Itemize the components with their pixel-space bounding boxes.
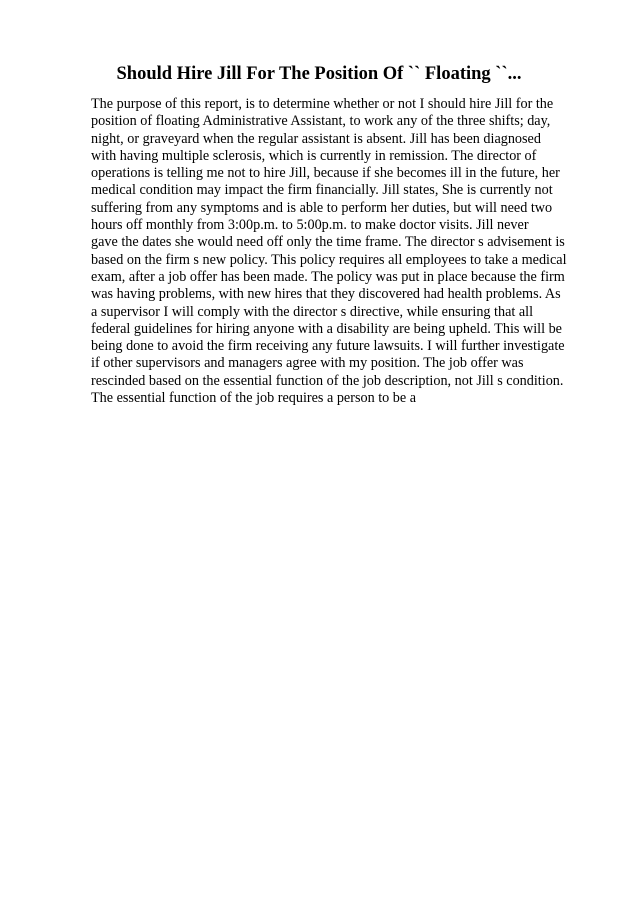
body-line: being done to avoid the firm receiving any future lawsuits. I will further investigate [91, 338, 565, 355]
body-line: medical condition may impact the firm financially. Jill states, She is currently not [91, 182, 553, 199]
body-line: if other supervisors and managers agree with my position. The job offer was [91, 355, 524, 372]
body-line: federal guidelines for hiring anyone with a disability are being upheld. This will be [91, 320, 562, 337]
body-line: rescinded based on the essential function of the job description, not Jill s condition. [91, 372, 564, 389]
document-body [91, 96, 591, 407]
body-line: was having problems, with new hires that they discovered had health problems. As [91, 286, 561, 303]
body-line: position of floating Administrative Assistant, to work any of the three shifts; day, [91, 113, 551, 130]
body-line: gave the dates she would need off only the time frame. The director s advisement is [91, 234, 565, 251]
body-line: with having multiple sclerosis, which is currently in remission. The director of [91, 147, 537, 164]
body-line: based on the firm s new policy. This policy requires all employees to take a medical [91, 251, 567, 268]
body-line: hours off monthly from 3:00p.m. to 5:00p.m. to make doctor visits. Jill never [91, 217, 529, 234]
body-line: night, or graveyard when the regular assistant is absent. Jill has been diagnosed [91, 130, 541, 147]
body-line: The purpose of this report, is to determine whether or not I should hire Jill for the [91, 96, 554, 112]
body-line: operations is telling me not to hire Jill, because if she becomes ill in the future, her [91, 165, 560, 182]
body-line: exam, after a job offer has been made. The policy was put in place because the firm [91, 268, 565, 285]
body-line: suffering from any symptoms and is able to perform her duties, but will need two [91, 199, 553, 216]
body-line: The essential function of the job requires a person to be a [91, 390, 417, 407]
document-title: Should Hire Jill For The Position Of `` Floating ``... [116, 64, 522, 84]
body-line: a supervisor I will comply with the director s directive, while ensuring that all [91, 303, 534, 320]
